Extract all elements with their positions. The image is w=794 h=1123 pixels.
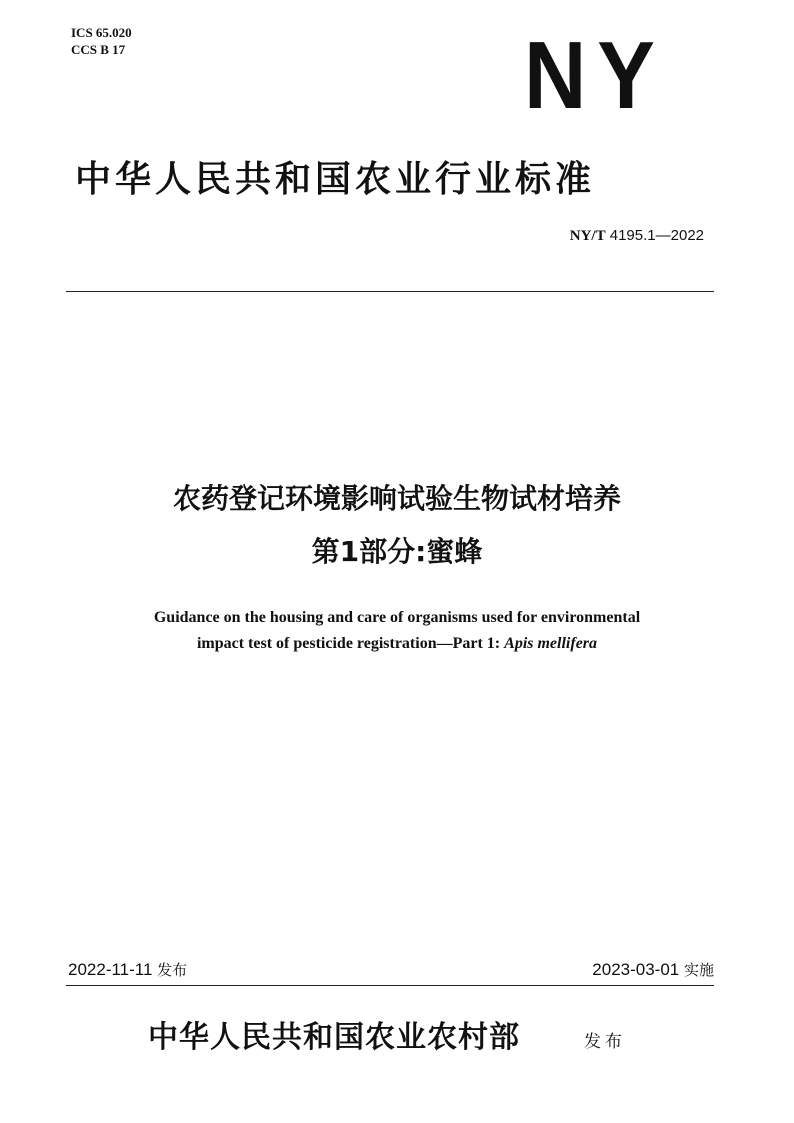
release-date-block — [68, 959, 187, 981]
release-label: 发布 — [157, 961, 188, 979]
standard-number — [570, 226, 704, 246]
title-en-species: Apis mellifera — [504, 635, 598, 652]
title-en-line2 — [0, 632, 794, 656]
title-en-line1: Guidance on the housing and care of organisms used for environmental — [153, 609, 641, 626]
ics-code: ICS 65.020 — [71, 25, 132, 40]
title-en-line2-text: impact test of pesticide registration—Part 1: — [196, 635, 505, 652]
title-cn-line1: 农药登记环境影响试验生物试材培养 — [172, 482, 621, 515]
standard-number-value: 4195.1—2022 — [609, 227, 704, 244]
title-cn-line2: 第1部分:蜜蜂 — [311, 535, 483, 568]
ny-logo: NY — [524, 22, 666, 129]
classification-codes — [71, 24, 132, 58]
implement-date: 2023-03-01 — [592, 960, 680, 979]
top-divider — [66, 291, 714, 292]
implement-label: 实施 — [683, 961, 714, 979]
implement-date-block — [592, 959, 714, 981]
release-date: 2022-11-11 — [68, 960, 153, 979]
standard-number-prefix: NY/T — [569, 228, 606, 244]
publisher-name: 中华人民共和国农业农村部 — [148, 1020, 520, 1055]
bottom-divider — [66, 985, 714, 986]
ccs-code: CCS B 17 — [71, 42, 126, 57]
publisher-suffix: 发布 — [584, 1032, 626, 1052]
org-title: 中华人民共和国农业行业标准 — [75, 159, 596, 200]
